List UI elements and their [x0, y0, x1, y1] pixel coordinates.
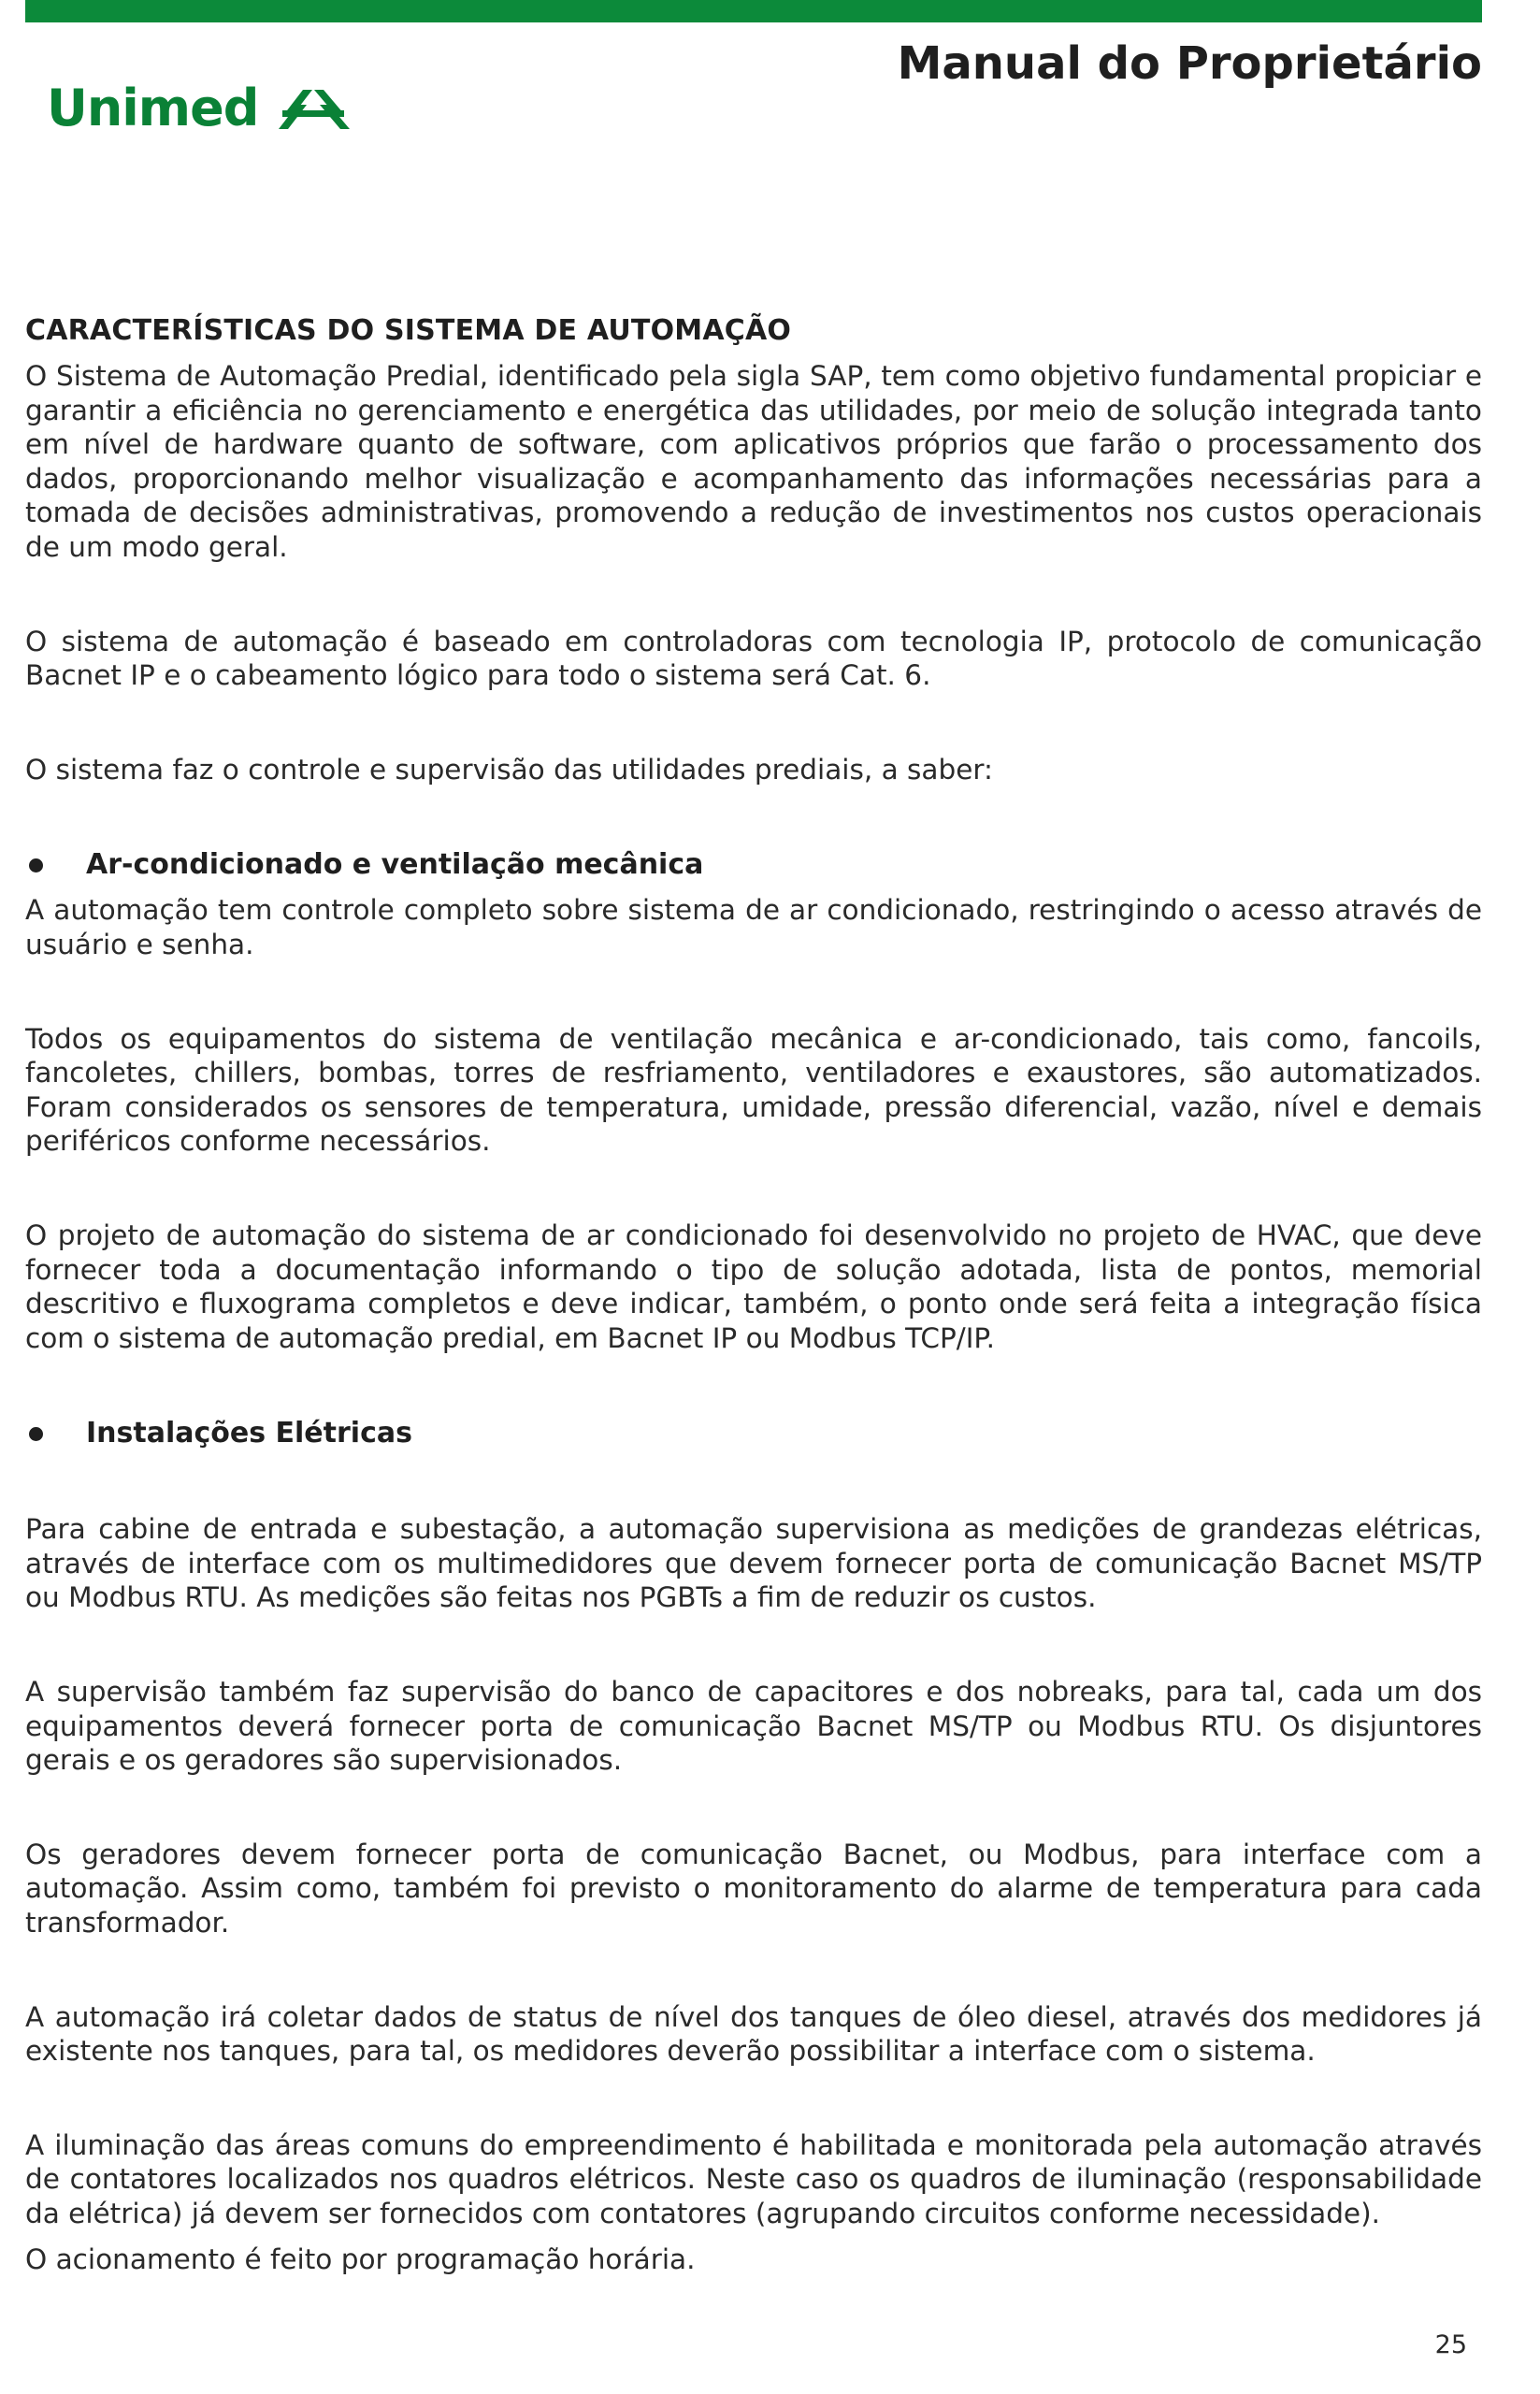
page-number: 25: [1434, 2330, 1467, 2359]
paragraph: O projeto de automação do sistema de ar condicionado foi desenvolvido no projeto de HVAC, que deve fornecer toda a documentação informando o tipo de solução adotada, lista de pontos, memorial descritivo e fluxograma completos e deve indicar, também, o ponto onde será feita a integração física com o sistema de automação predial, em Bacnet IP ou Modbus TCP/IP.: [25, 1219, 1482, 1354]
paragraph: O sistema de automação é baseado em controladoras com tecnologia IP, protocolo de comunicação Bacnet IP e o cabeamento lógico para todo o sistema será Cat. 6.: [25, 625, 1482, 692]
logo-wordmark: Unimed: [47, 79, 259, 137]
bullet-heading-electrical: [25, 1415, 1482, 1452]
bullet-heading-label: Ar-condicionado e ventilação mecânica: [86, 848, 704, 882]
top-accent-bar: [25, 0, 1482, 22]
paragraph: O acionamento é feito por programação horária.: [25, 2243, 696, 2275]
paragraph: Todos os equipamentos do sistema de ventilação mecânica e ar-condicionado, tais como, fancoils, fancoletes, chillers, bombas, torres de resfriamento, ventiladores e exaustores, são automatizados. Foram considerados os sensores de temperatura, umidade, pressão diferencial, vazão, nível e demais periféricos conforme necessários.: [25, 1022, 1482, 1158]
bullet-icon: [29, 858, 43, 873]
paragraph: O sistema faz o controle e supervisão das utilidades prediais, a saber:: [25, 753, 993, 786]
unimed-tree-icon: [279, 86, 350, 131]
paragraph: A automação tem controle completo sobre sistema de ar condicionado, restringindo o acesso através de usuário e senha.: [25, 894, 1482, 960]
page-content: [25, 312, 1482, 2276]
paragraph: A automação irá coletar dados de status de nível dos tanques de óleo diesel, através dos medidores já existente nos tanques, para tal, os medidores deverão possibilitar a interface com o sistema.: [25, 2000, 1482, 2068]
paragraph: Os geradores devem fornecer porta de comunicação Bacnet, ou Modbus, para interface com a automação. Assim como, também foi previsto o monitoramento do alarme de temperatura para cada transformador.: [25, 1838, 1482, 1940]
paragraph: O Sistema de Automação Predial, identificado pela sigla SAP, tem como objetivo fundamental propiciar e garantir a eficiência no gerenciamento e energética das utilidades, por meio de solução integrada tanto em nível de hardware quanto de software, com aplicativos próprios que farão o processamento dos dados, proporcionando melhor visualização e acompanhamento das informações necessárias para a tomada de decisões administrativas, promovendo a redução de investimentos nos custos operacionais de um modo geral.: [25, 360, 1482, 563]
section-title: CARACTERÍSTICAS DO SISTEMA DE AUTOMAÇÃO: [25, 314, 792, 347]
document-title: Manual do Proprietário: [897, 37, 1482, 90]
unimed-logo: [47, 79, 350, 137]
bullet-icon: [29, 1427, 43, 1441]
bullet-heading-hvac: [25, 846, 1482, 884]
paragraph: Para cabine de entrada e subestação, a automação supervisiona as medições de grandezas elétricas, através de interface com os multimedidores que devem fornecer porta de comunicação Bacnet MS/TP ou Modbus RTU. As medições são feitas nos PGBTs a fim de reduzir os custos.: [25, 1513, 1482, 1614]
paragraph: A iluminação das áreas comuns do empreendimento é habilitada e monitorada pela automação através de contatores localizados nos quadros elétricos. Neste caso os quadros de iluminação (responsabilidade da elétrica) já devem ser fornecidos com contatores (agrupando circuitos conforme necessidade).: [25, 2128, 1482, 2229]
bullet-heading-label: Instalações Elétricas: [86, 1417, 412, 1450]
paragraph: A supervisão também faz supervisão do banco de capacitores e dos nobreaks, para tal, cada um dos equipamentos deverá fornecer porta de comunicação Bacnet MS/TP ou Modbus RTU. Os disjuntores gerais e os geradores são supervisionados.: [25, 1676, 1482, 1777]
